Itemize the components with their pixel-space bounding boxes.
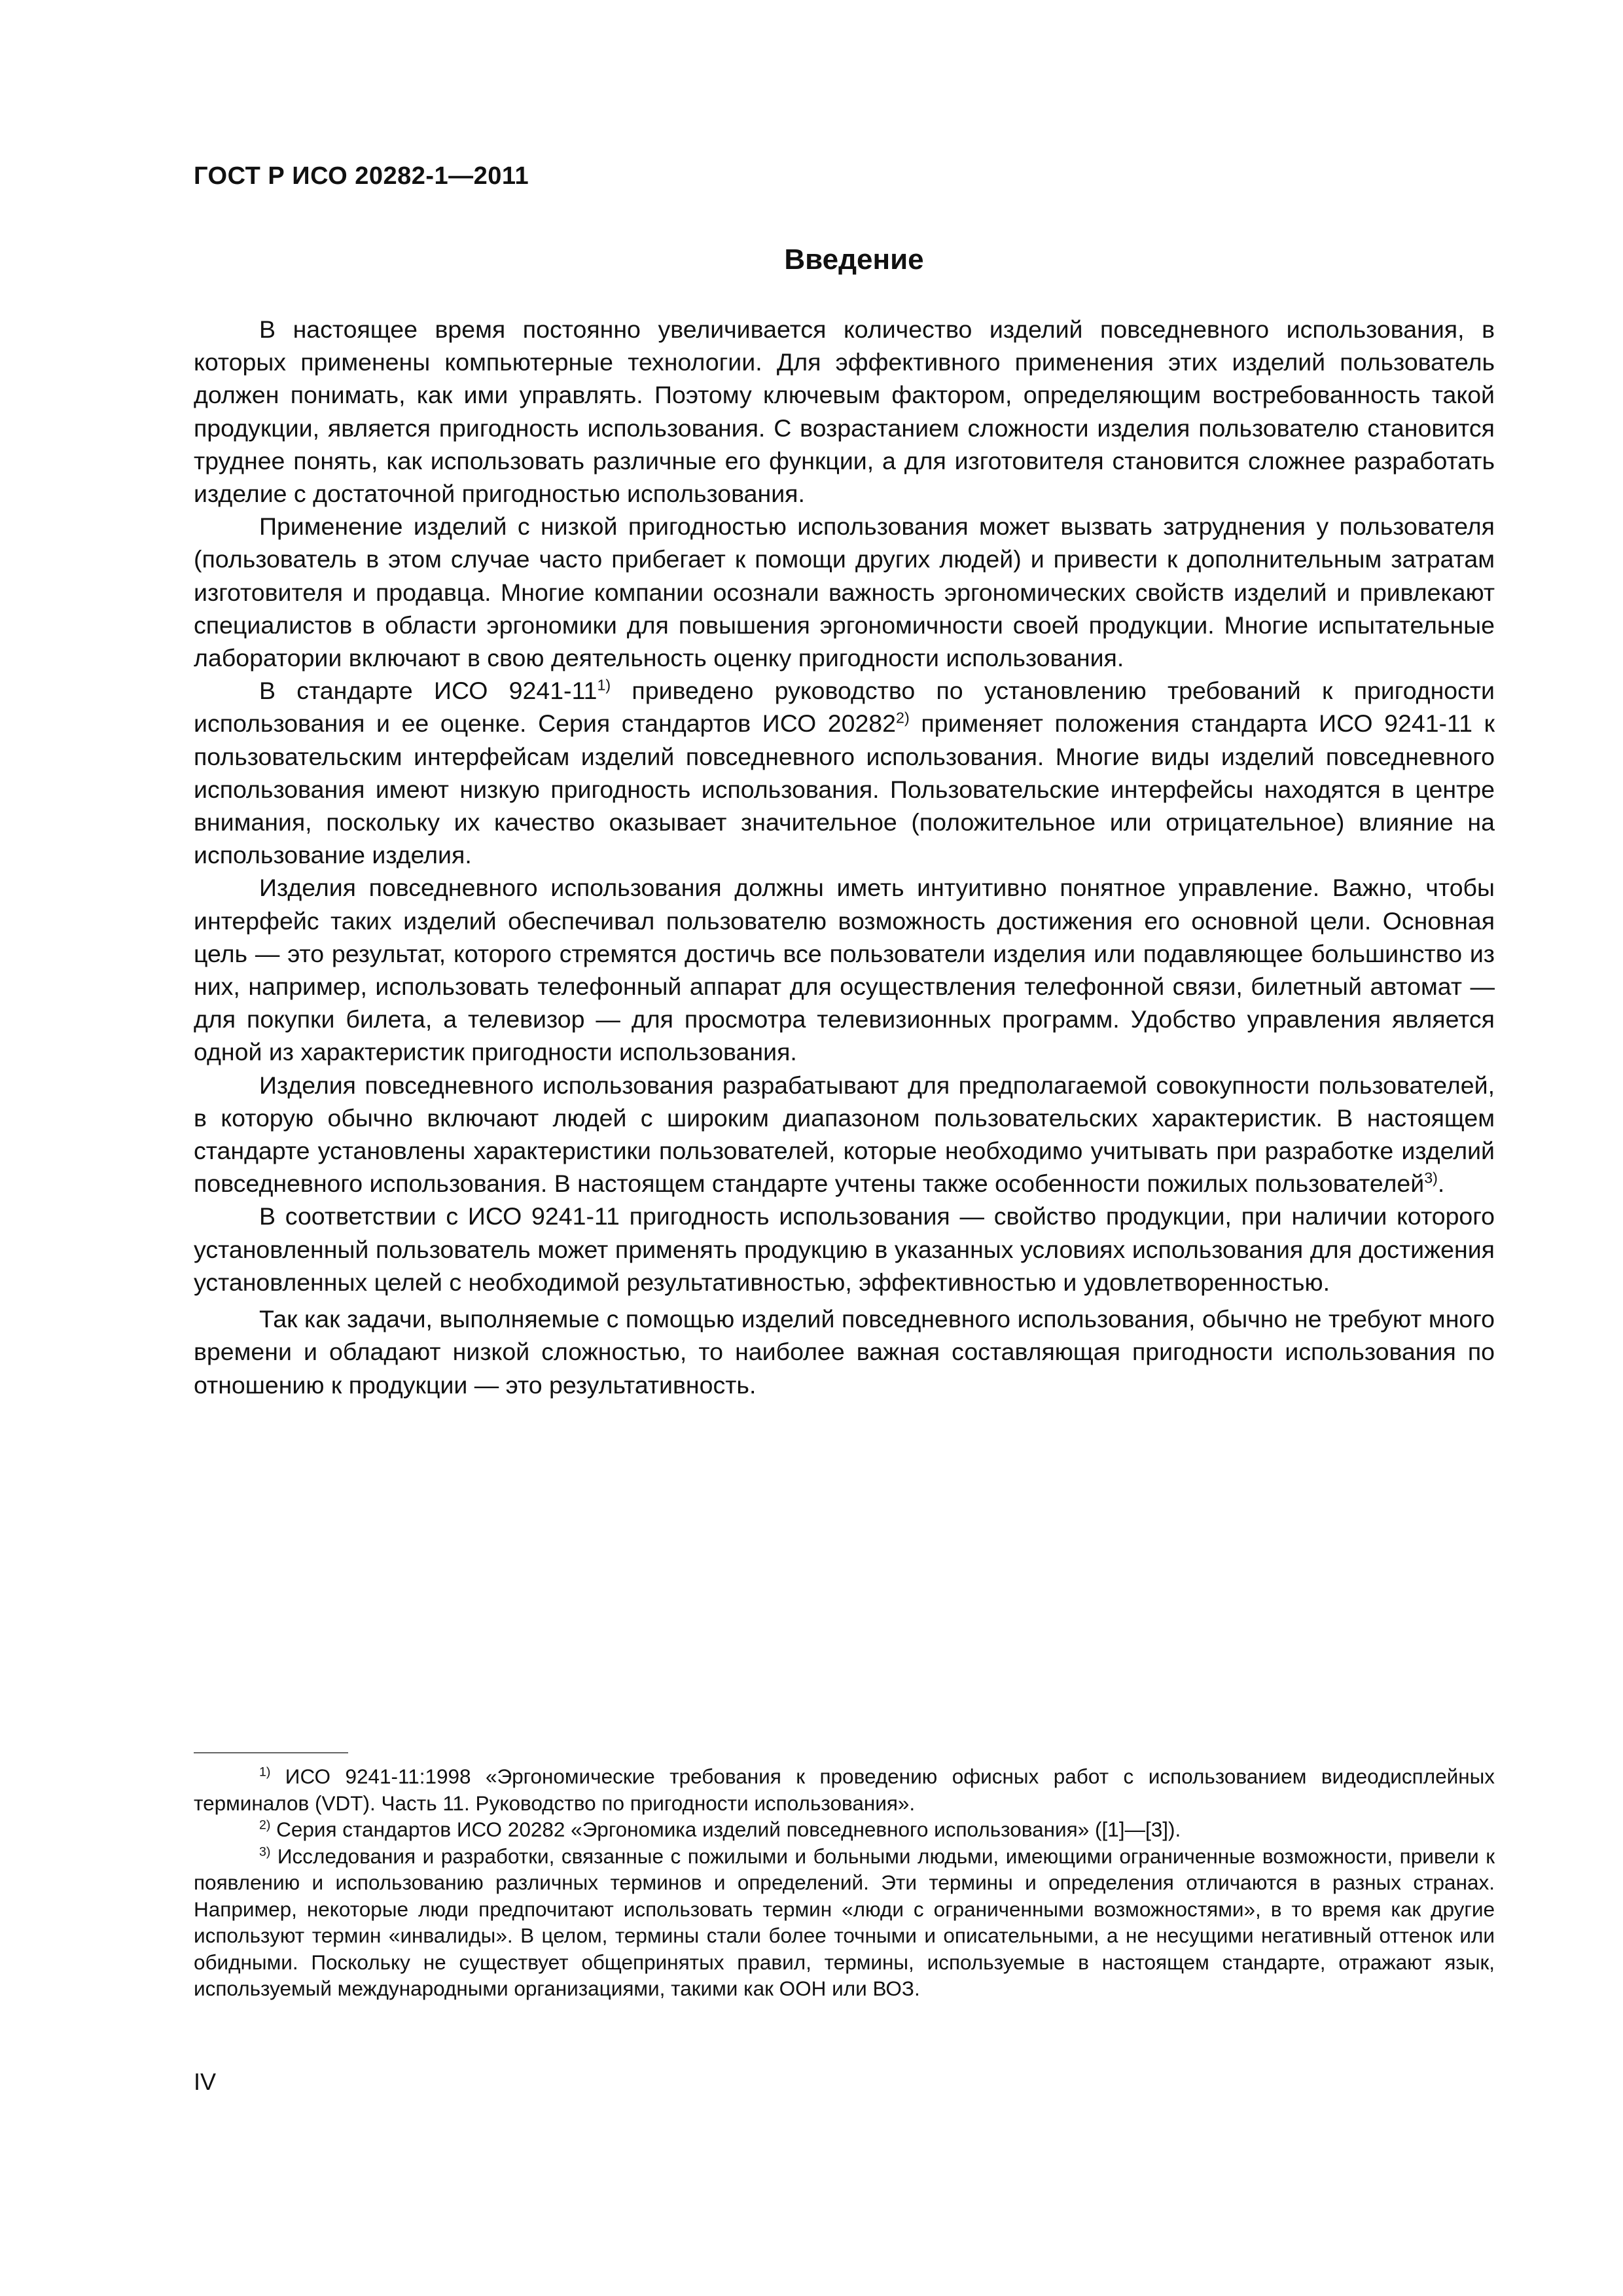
footnote-3 <box>194 1843 1495 2002</box>
section-title: Введение <box>784 243 924 276</box>
paragraph-5-part-b: . <box>1437 1170 1445 1198</box>
paragraph-1: В настоящее время постоянно увеличивается количество изделий повседневного использования, в которых применены компьютерные технологии. Для эффективного применения этих изделий пользователь должен понимать, как ими управлять. Поэтому ключевым фактором, определяющим востребованность такой продукции, является пригодность использования. С возрастанием сложности изделия пользователю становится труднее понять, как использовать различные его функции, а для изготовителя становится сложнее разработать изделие с достаточной пригодностью использования. <box>194 315 1495 508</box>
footnotes <box>194 1763 1495 2002</box>
body-text <box>194 313 1495 1401</box>
footnote-text-1: ИСО 9241-11:1998 «Эргономические требования к проведению офисных работ с использованием видеодисплейных терминалов (VDT). Часть 11. Руководство по пригодности использования». <box>194 1765 1495 1815</box>
paragraph-6: В соответствии с ИСО 9241-11 пригодность использования — свойство продукции, при наличии которого установленный пользователь может применять продукцию в указанных условиях использования для достижения установленных целей с необходимой результативностью, эффективностью и удовлетворенностью. <box>194 1202 1495 1296</box>
paragraph-3-part-c: применяет положения стандарта ИСО 9241-11 к пользовательским интерфейсам изделий повседневного использования. Многие виды изделий повседневного использования имеют низкую пригодность использования. Пользовательские интерфейсы находятся в центре внимания, поскольку их качество оказывает значительное (положительное или отрицательное) влияние на использование изделия. <box>194 709 1495 869</box>
paragraph-3-part-a: В стандарте ИСО 9241-11 <box>259 677 597 705</box>
footnote-text-3: Исследования и разработки, связанные с пожилыми и больными людьми, имеющими ограниченные возможности, привели к появлению и использованию различных терминов и определений. Эти термины и определения отличаются в разных странах. Например, некоторые люди предпочитают использовать термин «люди с ограниченными возможностями», в то время как другие используют термин «инвалиды». В целом, термины стали более точными и описательными, а не несущими негативный оттенок или обидными. Поскольку не существует общепринятых правил, термины, используемые в настоящем стандарте, отражают язык, используемый международными организациями, такими как ООН или ВОЗ. <box>194 1844 1495 2000</box>
footnote-1 <box>194 1763 1495 1816</box>
paragraph-5 <box>194 1069 1495 1200</box>
footnote-mark-1: 1) <box>259 1765 271 1780</box>
paragraph-7: Так как задачи, выполняемые с помощью изделий повседневного использования, обычно не требуют много времени и обладают низкой сложностью, то наиболее важная составляющая пригодности использования по отношению к продукции — это результативность. <box>194 1305 1495 1399</box>
paragraph-5-part-a: Изделия повседневного использования разрабатывают для предполагаемой совокупности пользователей, в которую обычно включают людей с широким диапазоном пользовательских характеристик. В настоящем стандарте установлены характеристики пользователей, которые необходимо учитывать при разработке изделий повседневного использования. В настоящем стандарте учтены также особенности пожилых пользователей <box>194 1071 1495 1198</box>
footnote-text-2: Серия стандартов ИСО 20282 «Эргономика изделий повседневного использования» ([1]—[3]). <box>270 1818 1181 1841</box>
footnote-ref-2[interactable]: 2) <box>896 709 910 726</box>
footnote-2 <box>194 1816 1495 1843</box>
paragraph-3 <box>194 674 1495 871</box>
footnote-ref-1[interactable]: 1) <box>597 676 611 694</box>
paragraph-4: Изделия повседневного использования должны иметь интуитивно понятное управление. Важно, чтобы интерфейс таких изделий обеспечивал пользователю возможность достижения его основной цели. Основная цель — это результат, которого стремятся достичь все пользователи изделия или подавляющее большинство из них, например, использовать телефонный аппарат для осуществления телефонной связи, билетный автомат — для покупки билета, а телевизор — для просмотра телевизионных программ. Удобство управления является одной из характеристик пригодности использования. <box>194 874 1495 1066</box>
footnote-mark-3: 3) <box>259 1844 271 1859</box>
footnote-ref-3[interactable]: 3) <box>1424 1169 1438 1187</box>
document-header: ГОСТ Р ИСО 20282-1—2011 <box>194 162 529 190</box>
footnote-separator <box>194 1752 348 1753</box>
footnote-mark-2: 2) <box>259 1818 271 1833</box>
paragraph-2: Применение изделий с низкой пригодностью использования может вызвать затруднения у пользователя (пользователь в этом случае часто прибегает к помощи других людей) и привести к дополнительным затратам изготовителя и продавца. Многие компании осознали важность эргономических свойств изделий и привлекают специалистов в области эргономики для повышения эргономичности своей продукции. Многие испытательные лаборатории включают в свою деятельность оценку пригодности использования. <box>194 512 1495 672</box>
page-number: IV <box>194 2068 217 2095</box>
paragraph-3-part-b: приведено руководство по установлению требований к пригодности использования и ее оценке. Серия стандартов ИСО 20282 <box>194 677 1495 738</box>
